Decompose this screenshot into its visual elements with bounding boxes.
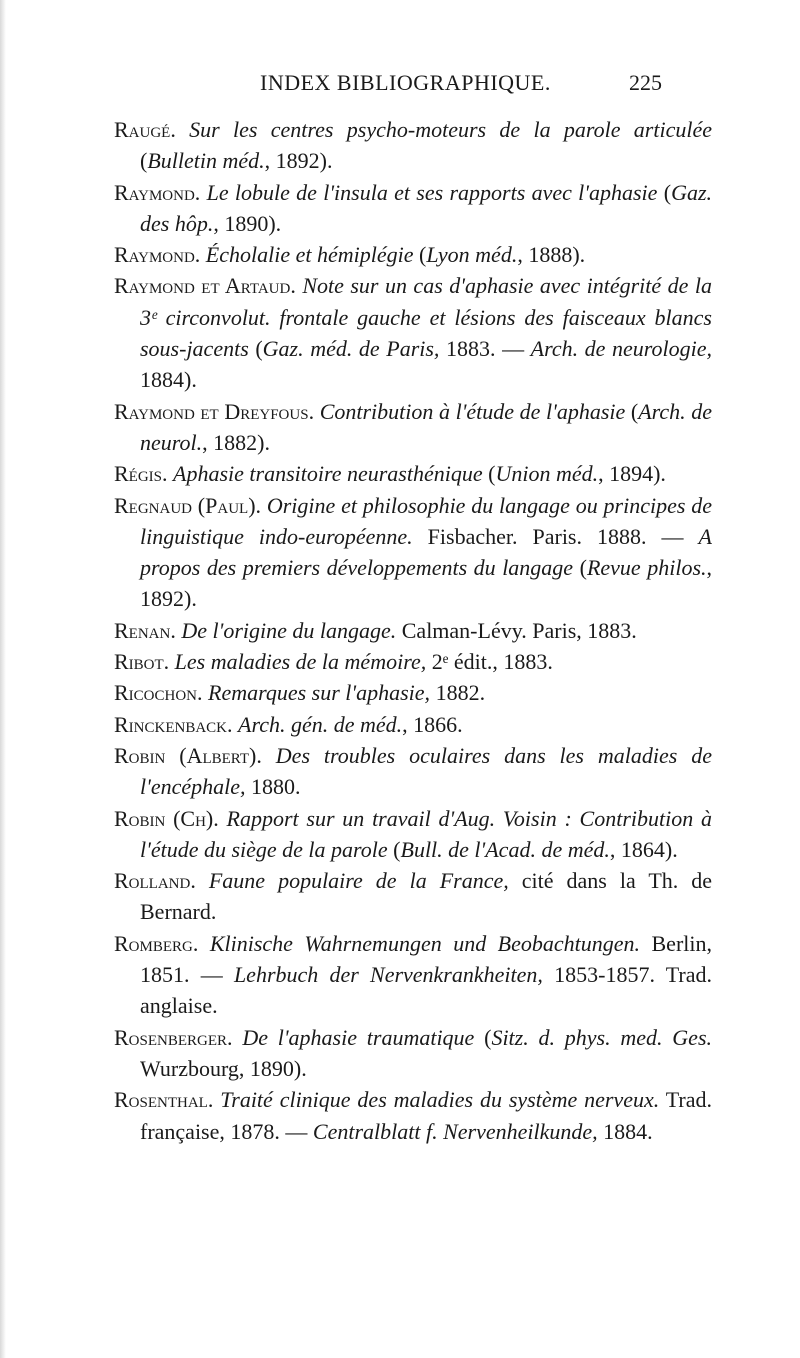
entry-text: , 1888).	[517, 242, 586, 268]
entry-author: Robin (Albert).	[114, 742, 262, 768]
entry-title: Écholalie et hémiplégie	[205, 242, 414, 268]
entry-author: Régis.	[114, 461, 168, 487]
entry-text: Wurzbourg, 1890).	[140, 1055, 307, 1081]
entry-author: Raymond et Artaud.	[114, 273, 296, 299]
entry-text: (	[387, 836, 401, 862]
bibliography-entry	[114, 114, 712, 177]
bibliography-entry	[114, 928, 712, 1022]
entry-title: Arch. de neurol.	[140, 398, 713, 455]
entry-title: A propos des premiers développements du langage	[140, 523, 712, 581]
entry-title: Traité clinique des maladies du système nerveux.	[220, 1087, 660, 1113]
entry-text: (	[657, 179, 672, 205]
entry-text: 1883. —	[439, 336, 531, 362]
bibliography-entry	[114, 396, 712, 459]
entry-text: 1882.	[430, 680, 486, 706]
entry-title: De l'aphasie traumatique	[242, 1024, 475, 1050]
entry-title: Le lobule de l'insula et ses rapports avec l'aphasie	[206, 179, 658, 205]
entry-title: Sitz. d. phys. med. Ges.	[491, 1024, 713, 1050]
entry-title: Bull. de l'Acad. de méd.	[400, 836, 610, 862]
entry-author: Raymond.	[114, 242, 201, 268]
entry-author: Raugé.	[114, 117, 176, 142]
entry-text: , 1890).	[213, 210, 282, 236]
entry-text: (	[474, 1024, 492, 1050]
entry-title: Lehrbuch der Nervenkrankheiten,	[233, 962, 543, 988]
page-edge	[0, 0, 6, 1358]
entry-text: , 1892).	[264, 148, 333, 174]
entry-text: , 1864).	[609, 836, 678, 862]
entry-author: Rolland.	[114, 868, 196, 894]
entry-title: Lyon méd.	[426, 242, 518, 268]
bibliography-entry	[114, 646, 712, 677]
bibliography-entry	[114, 239, 712, 270]
entry-title: Centralblatt f. Nervenheilkunde,	[312, 1118, 598, 1144]
entry-author: Rosenberger.	[114, 1024, 233, 1050]
entry-text: 1880.	[245, 774, 301, 800]
entry-title: Note sur un cas d'aphasie avec intégrité de la 3ᵉ circonvolut. frontale gauche et lésions des faisceaux blancs sous-jacents	[140, 273, 713, 362]
bibliography-entry	[114, 490, 712, 615]
entry-text: , 1894).	[598, 461, 666, 487]
entry-text: , 1892).	[140, 555, 713, 612]
entry-author: Rosenthal.	[114, 1087, 214, 1113]
bibliography-entry	[114, 177, 712, 240]
bibliography-entry	[114, 709, 712, 740]
entry-title: Contribution à l'étude de l'aphasie	[319, 398, 626, 424]
entry-title: Aphasie transitoire neurasthénique	[173, 461, 483, 487]
entry-author: Ricochon.	[114, 680, 203, 706]
entry-text: (	[140, 148, 148, 174]
entry-text: 2ᵉ édit., 1883.	[426, 649, 553, 675]
entry-title: Rapport sur un travail d'Aug. Voisin : Contribution à l'étude du siège de la parole	[140, 805, 712, 862]
bibliography-entry	[114, 1084, 712, 1147]
entry-author: Regnaud (Paul).	[114, 492, 262, 518]
entry-title: Gaz. des hôp.	[140, 179, 713, 236]
entry-text: Fisbacher. Paris. 1888. —	[412, 523, 699, 549]
entry-text: (	[573, 555, 587, 581]
entry-author: Renan.	[114, 617, 176, 643]
entry-title: Des troubles oculaires dans les maladies de l'encéphale,	[140, 742, 712, 800]
entry-text: (	[482, 461, 496, 487]
entry-title: Arch. gén. de méd.	[238, 711, 403, 737]
entry-title: Union méd.	[495, 461, 599, 487]
bibliography-entry	[114, 677, 712, 708]
bibliography-entry	[114, 1022, 712, 1085]
entry-text: Calman-Lévy. Paris, 1883.	[396, 617, 637, 643]
bibliography-entry	[114, 803, 712, 866]
bibliography-entry	[114, 740, 712, 803]
entry-title: Klinische Wahrnemungen und Beobachtungen.	[209, 930, 641, 956]
bibliography-entry	[114, 270, 712, 395]
entry-text: Trad. française, 1878. —	[140, 1087, 713, 1144]
entry-author: Ribot.	[114, 649, 170, 675]
entry-text: cité dans la Th. de Bernard.	[140, 868, 713, 925]
page-number: 225	[629, 70, 662, 95]
entry-text: 1884).	[140, 367, 197, 393]
entry-title: Origine et philosophie du langage ou principes de linguistique indo-européenne.	[140, 492, 713, 549]
entry-title: Remarques sur l'aphasie,	[208, 680, 431, 706]
entry-text: , 1882).	[202, 429, 270, 455]
entry-author: Robin (Ch).	[114, 805, 219, 831]
bibliography-entry	[114, 865, 712, 928]
entry-title: Sur les centres psycho-moteurs de la parole articulée	[189, 117, 712, 142]
entry-author: Romberg.	[114, 930, 199, 956]
bibliography-entry	[114, 615, 712, 646]
entry-author: Raymond et Dreyfous.	[114, 398, 315, 424]
entry-text: 1853-1857. Trad. anglaise.	[140, 962, 713, 1019]
entry-author: Raymond.	[114, 179, 201, 205]
entry-title: Bulletin méd.	[147, 148, 265, 174]
page-header	[0, 70, 800, 102]
entry-author: Rinckenback.	[114, 711, 233, 737]
entry-text: (	[625, 398, 639, 424]
bibliography-list	[114, 114, 712, 1147]
entry-text: (	[248, 336, 263, 362]
running-title: INDEX BIBLIOGRAPHIQUE.	[260, 70, 551, 95]
entry-text: , 1866.	[402, 711, 463, 737]
entry-text: (	[413, 242, 427, 268]
entry-title: Gaz. méd. de Paris,	[262, 336, 440, 362]
entry-title: Arch. de neurologie,	[530, 336, 713, 362]
bibliography-entry	[114, 458, 712, 489]
entry-text: Berlin, 1851. —	[140, 930, 713, 988]
entry-text: 1884.	[597, 1118, 653, 1144]
entry-title: Revue philos.	[586, 555, 707, 581]
entry-title: De l'origine du langage.	[181, 617, 397, 643]
entry-title: Les maladies de la mémoire,	[174, 649, 427, 675]
entry-title: Faune populaire de la France,	[208, 868, 509, 894]
